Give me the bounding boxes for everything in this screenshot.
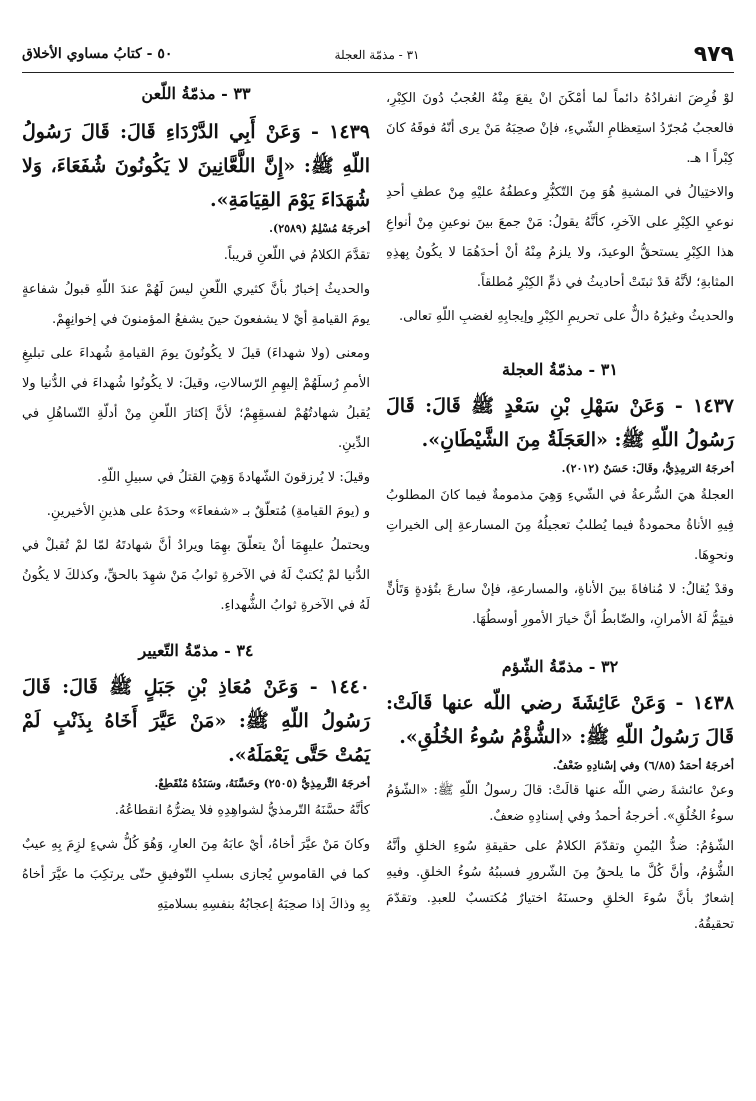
paragraph: الشّؤمُ: ضدُّ اليُمنِ وتقدّمَ الكلامُ على حقيقةِ سُوءِ الخلقِ وأنَّهُ الشُّؤمُ، وأنَّ كُلَّ ما يلحقُ مِنَ الشّرورِ فسببُهُ سُوءُ الخلقِ. وفيهِ إشعارٌ بأنَّ سُوءَ الخلقِ وحسنَهُ اختيارٌ مُكتسبٌ للعبدِ. وتقدّمَ تحقيقُهُ.: [386, 839, 734, 932]
paragraph: والاختِيالُ في المشيةِ هُوَ مِنَ التّكبُّرِ وعطفُهُ عليْهِ مِنْ عطفِ أحدِ نوعيِ الكِبْرِ على الآخرِ، كأنَّهُ يقولُ: مَنْ جمعَ بينَ نوعينِ مِنْ أنواعِ هذا الكِبْرِ يستحقُّ الوعيدَ، ولا يلزمُ مِنْهُ أنْ أحدَهُمَا لا يكُونُ بِهذِهِ المثابةِ؛ لأنَّهُ قدْ ثبتَتْ أحاديثُ في ذمِّ الكِبْرِ مُطلقاً.: [386, 185, 734, 290]
page-header: [22, 42, 734, 70]
section-heading: ٣١ - مذمّةُ العجلة: [502, 360, 618, 379]
right-column: [386, 84, 734, 938]
hadith-text: ١٤٤٠ - وَعَنْ مُعَاذِ بْنِ جَبَلٍ ﷺ قَالَ: قَالَ رَسُولُ اللّهِ ﷺ: «مَنْ عَيَّرَ أَخَاهُ بِذَنْبٍ لَمْ يَمُتْ حَتَّى يَعْمَلَهُ».: [22, 676, 370, 766]
paragraph: وكانَ مَنْ عيَّرَ أخاهُ، أيْ عابَهُ مِنَ العارِ، وَهُوَ كُلُّ شيءٍ لزِمَ بِهِ عيبٌ كما في القاموسِ يُجازى بسلبِ التّوفيقِ حتّى يرتكِبَ ما عيَّرَ أخاهُ بِهِ وذاكَ إذا صحِبَهُ إعجابُهُ بنفسِهِ بسلامتِهِ: [22, 837, 370, 912]
left-column: [22, 84, 370, 920]
takhrij-note: أخرجَهُ أحمَدُ (٦/٨٥) وفي إسْنادِهِ ضَعْفٌ.: [552, 759, 734, 772]
running-title-book: ٥٠ - كتابُ مساوي الأخلاق: [22, 46, 173, 62]
hadith-text: ١٤٣٨ - وَعَنْ عَائِشَةَ رضي اللّه عنها قَالَتْ: قَالَ رَسُولُ اللّهِ ﷺ: «الشُّؤْمُ سُوءُ الخُلُقِ».: [386, 692, 734, 748]
hadith-text: ١٤٣٩ - وَعَنْ أَبِي الدَّرْدَاءِ قَالَ: قَالَ رَسُولُ اللّهِ ﷺ: «إِنَّ اللَّعَّانِينَ لا يَكُونُونَ شُفَعَاءَ، وَلا شُهَدَاءَ يَوْمَ القِيَامَةِ».: [22, 121, 370, 211]
paragraph: وعنْ عائشةَ رضي اللّه عنها قالَتْ: قالَ رسولُ اللّهِ ﷺ: «الشّؤمُ سوءُ الخُلُقِ». أخرجهُ أحمدُ وفي إسنادِهِ ضعفٌ.: [386, 783, 734, 824]
paragraph: لوْ فُرِضَ انفرادُهُ دائماً لما أمْكَنَ انْ يقعَ مِنْهُ العُجبُ دُونَ الكِبْرِ، فالعجبُ مُجرّدُ استِعظامِ الشّيءِ، فإنْ صحِبَهُ مَنْ يرى أنّهُ فوقَهُ كانَ كِبْراً ا هـ.: [386, 91, 734, 166]
paragraph: وقيلَ: لا يُرزقونَ الشّهادةَ وَهِيَ القتلُ في سبيلِ اللّهِ.: [97, 470, 370, 485]
running-title-section: ٣١ - مذمّة العجلة: [334, 48, 420, 62]
takhrij-note: أخرجَهُ التِّرمِذِيُّ (٢٥٠٥) وحَسَّنَهُ، وسَنَدُهُ مُنْقَطِعٌ.: [154, 777, 370, 790]
paragraph: ويحتملُ عليهِمَا أنْ يتعلّقَ بهِمَا ويرادُ أنَّ شهادتَهُ لمّا لمْ تُقبلْ في الدُّنيا لمْ يُكتبْ لَهُ في الآخرةِ ثوابُ مَنْ شهِدَ بالحقِّ، وكذلكَ لا يكُونُ لَهُ في الآخرةِ ثوابُ الشُّهداءِ.: [22, 538, 370, 613]
paragraph: والحديثُ وغيرُهُ دالٌّ على تحريمِ الكِبْرِ وإيجابِهِ لغضبِ اللّهِ تعالى.: [398, 309, 734, 324]
paragraph: كأنَّهُ حسَّنَهُ التّرمذيُّ لشواهِدِهِ فلا يضرُّهُ انقطاعُهُ.: [114, 803, 370, 818]
paragraph: و (يومَ القيامةِ) مُتعلّقٌ بـ «شفعاءَ» وحدَهُ على هذينِ الأخيرينِ.: [46, 504, 370, 519]
section-heading: ٣٣ - مذمّةُ اللّعن: [141, 84, 251, 103]
takhrij-note: أخرجَهُ الترمِذِيُّ، وقَالَ: حَسَنٌ (٢٠١٢).: [561, 462, 734, 475]
paragraph: تقدَّمَ الكلامُ في اللّعنِ قريباً.: [223, 248, 370, 263]
hadith-text: ١٤٣٧ - وَعَنْ سَهْلِ بْنِ سَعْدٍ ﷺ قَالَ: قَالَ رَسُولُ اللّهِ ﷺ: «العَجَلَةُ مِنَ الشَّيْطَانِ».: [386, 395, 734, 451]
paragraph: العجلةُ هيَ السُّرعةُ في الشّيءِ وَهِيَ مذمومةٌ فيما كانَ المطلوبُ فِيهِ الأناةُ محمودةٌ فيما يُطلبُ تعجيلُهُ مِنَ المسارعةِ إلى الخيراتِ ونحوِهَا.: [386, 488, 734, 563]
header-rule: [22, 72, 734, 73]
page-number: ٩٧٩: [693, 42, 734, 67]
paragraph: والحديثُ إخبارٌ بأنَّ كثيري اللّعنِ ليسَ لَهُمْ عندَ اللّهِ قبولُ شفاعةٍ يومَ القيامةِ أيْ لا يشفعونَ حينَ يشفعُ المؤمنونَ في إخوانِهِمْ.: [22, 282, 370, 327]
section-heading: ٣٤ - مذمّةُ التّعيير: [138, 641, 254, 660]
section-heading: ٣٢ - مذمّةُ الشّؤم: [501, 657, 619, 676]
paragraph: ومعنى (ولا شهداءَ) قيلَ لا يكُونُونَ يومَ القيامةِ شُهداءَ على تبليغِ الأممِ رُسلَهُمْ إليهِمِ الرّسالاتِ، وقيلَ: لا يكُونُوا شُهداءَ في الدُّنيا ولا يُقبلُ شهادتُهُمْ لفسقِهِمْ؛ لأنَّ إكثارَ اللّعنِ مِنْ أدلّةِ التّساهُلِ في الدِّينِ.: [22, 346, 370, 451]
takhrij-note: أخرجَهُ مُسْلِمٌ (٢٥٨٩).: [269, 222, 370, 235]
paragraph: وقدْ يُقالُ: لا مُنافاةَ بينَ الأناةِ، والمسارعةِ، فإنْ سارعَ بتُؤدةٍ وَتَأنٍّ فيتِمُّ لَهُ الأمرانِ، والضّابطُ أنَّ خيارَ الأمورِ أوسطُهَا.: [386, 582, 734, 627]
